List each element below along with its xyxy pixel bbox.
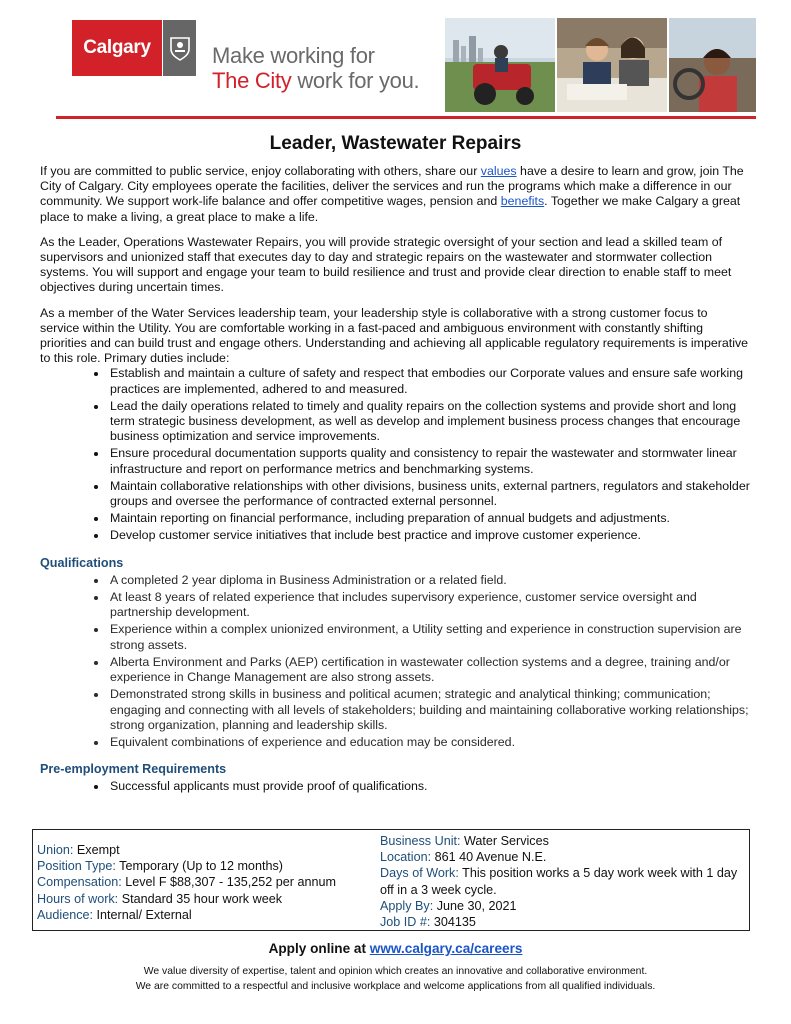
pre-employment-list xyxy=(40,779,750,794)
list-item: • Lead the daily operations related to timely and quality repairs on the collection systems and provide short and long term strategic business development, as well as develop and implement business process changes that encourage business optimization and service improvements. xyxy=(108,399,750,445)
list-item: • Establish and maintain a culture of safety and respect that embodies our Corporate values and ensure safe working practices are implemented, adhered to and measured. xyxy=(108,366,750,396)
job-description xyxy=(40,164,750,805)
calgary-logo xyxy=(72,20,162,76)
intro-text-2: have a desire to learn and grow, join The City of Calgary. City employees operate the facilities, deliver the services and run the programs which make a difference in our community. We support work-life balance and offer competitive wages, pension and xyxy=(40,164,744,209)
list-item: • Develop customer service initiatives that include best practice and improve customer experience. xyxy=(108,528,750,543)
benefits-link[interactable]: benefits xyxy=(500,194,545,209)
business-unit-row xyxy=(380,833,740,849)
hours-value: Standard 35 hour work week xyxy=(121,891,282,906)
qualifications-heading: Qualifications xyxy=(40,555,124,570)
diversity-statement xyxy=(0,964,791,994)
office-workers-photo xyxy=(557,18,667,112)
apply-text: Apply online at xyxy=(268,941,370,956)
compensation-value: Level F $88,307 - 135,252 per annum xyxy=(125,875,336,890)
tagline-line2 xyxy=(212,68,419,93)
role-paragraph: As the Leader, Operations Wastewater Repairs, you will provide strategic oversight of your section and lead a skilled team of supervisors and unionized staff that executes day to day and strategic repairs on the wastewater and stormwater collection systems. You will support and engage your team to build resilience and trust and provide clear direction to enable staff to meet objectives during uncertain times. xyxy=(40,234,732,295)
list-item: • Maintain reporting on financial performance, including preparation of annual budgets and adjustments. xyxy=(108,511,750,526)
position-details-box xyxy=(32,829,750,931)
list-item: • Ensure procedural documentation supports quality and consistency to repair the wastewater and stormwater linear infrastructure and report on performance metrics and benchmarking systems. xyxy=(108,446,750,476)
footer-line1: We value diversity of expertise, talent and opinion which creates an innovative and collaborative environment. xyxy=(143,966,648,977)
details-left-column xyxy=(37,842,336,923)
header-divider xyxy=(56,116,756,119)
list-item: • Maintain collaborative relationships with other divisions, business units, external partners, regulators and stakeholder groups and oversee the performance of contracted external personnel. xyxy=(108,479,750,509)
intro-text-1: If you are committed to public service, enjoy collaborating with others, share our xyxy=(40,164,481,178)
compensation-row xyxy=(37,874,336,890)
list-item: • Experience within a complex unionized environment, a Utility setting and experience in construction supervision are strong assets. xyxy=(108,622,750,652)
location-row xyxy=(380,849,740,865)
location-label: Location: xyxy=(380,850,435,865)
footer-line2: We are committed to a respectful and inclusive workplace and welcome applications from all qualified individuals. xyxy=(135,981,656,992)
tagline-line1: Make working for xyxy=(212,43,375,68)
days-of-work-value: This position works a 5 day work week with 1 day off in a 3 week cycle. xyxy=(380,866,738,897)
audience-value: Internal/ External xyxy=(96,907,192,922)
position-type-label: Position Type: xyxy=(37,859,120,874)
business-unit-value: Water Services xyxy=(464,834,549,848)
apply-by-value: June 30, 2021 xyxy=(436,898,517,913)
list-item: • Equivalent combinations of experience and education may be considered. xyxy=(108,735,750,750)
apply-by-row xyxy=(380,898,740,914)
tagline-highlight: The City xyxy=(212,68,292,93)
city-crest-icon xyxy=(163,20,196,76)
position-type-row xyxy=(37,858,336,874)
hours-label: Hours of work: xyxy=(37,891,122,906)
job-id-label: Job ID #: xyxy=(380,915,434,930)
audience-row xyxy=(37,907,336,923)
mower-photo xyxy=(445,18,555,112)
hours-row xyxy=(37,891,336,907)
compensation-label: Compensation: xyxy=(37,875,126,890)
days-of-work-row xyxy=(380,865,740,897)
logo-text: Calgary xyxy=(83,37,151,58)
intro-text-3: . Together we make Calgary a great place to make a living, a great place to make a life. xyxy=(40,194,741,224)
list-item: • Demonstrated strong skills in business and political acumen; strategic and analytical thinking; communication; engaging and connecting with all levels of stakeholders; building and maintaining collaborative working relationships; strong organization, planning and leadership skills. xyxy=(108,687,750,733)
list-item: • Alberta Environment and Parks (AEP) certification in wastewater collection systems and a degree, training and/or experience in Change Management are also strong assets. xyxy=(108,655,750,685)
pre-employment-heading: Pre-employment Requirements xyxy=(40,762,227,777)
values-link[interactable]: values xyxy=(480,164,517,178)
apply-online xyxy=(0,941,791,956)
list-item: • At least 8 years of related experience that includes supervisory experience, customer service oversight and partnership development. xyxy=(108,590,750,620)
duties-list xyxy=(40,366,750,543)
union-label: Union: xyxy=(37,843,77,857)
audience-label: Audience: xyxy=(37,907,97,922)
union-value: Exempt xyxy=(76,843,120,857)
union-row xyxy=(37,842,336,858)
job-title: Leader, Wastewater Repairs xyxy=(269,133,522,154)
header-tagline xyxy=(212,43,419,93)
intro-paragraph xyxy=(40,164,750,225)
leadership-paragraph: As a member of the Water Services leadership team, your leadership style is collaborative with a strong customer focus to service within the Utility. You are comfortable working in a fast-paced and ambiguous environment with constantly shifting priorities and can build trust and engage others. Understanding and achieving all applicable regulatory requirements is imperative to this role. Primary duties include: xyxy=(40,305,749,366)
tagline-rest: work for you. xyxy=(291,68,420,93)
job-id-value: 304135 xyxy=(433,915,476,930)
bus-driver-photo xyxy=(669,18,756,112)
careers-link[interactable]: www.calgary.ca/careers xyxy=(369,941,523,956)
position-type-value: Temporary (Up to 12 months) xyxy=(119,859,283,874)
list-item: • Successful applicants must provide proof of qualifications. xyxy=(108,779,750,794)
days-of-work-label: Days of Work: xyxy=(380,866,463,881)
job-id-row xyxy=(380,914,740,930)
details-right-column xyxy=(380,833,740,930)
apply-by-label: Apply By: xyxy=(380,898,437,913)
location-value: 861 40 Avenue N.E. xyxy=(434,850,547,865)
business-unit-label: Business Unit: xyxy=(380,834,464,848)
qualifications-list xyxy=(40,573,750,750)
list-item: • A completed 2 year diploma in Business Administration or a related field. xyxy=(108,573,750,588)
